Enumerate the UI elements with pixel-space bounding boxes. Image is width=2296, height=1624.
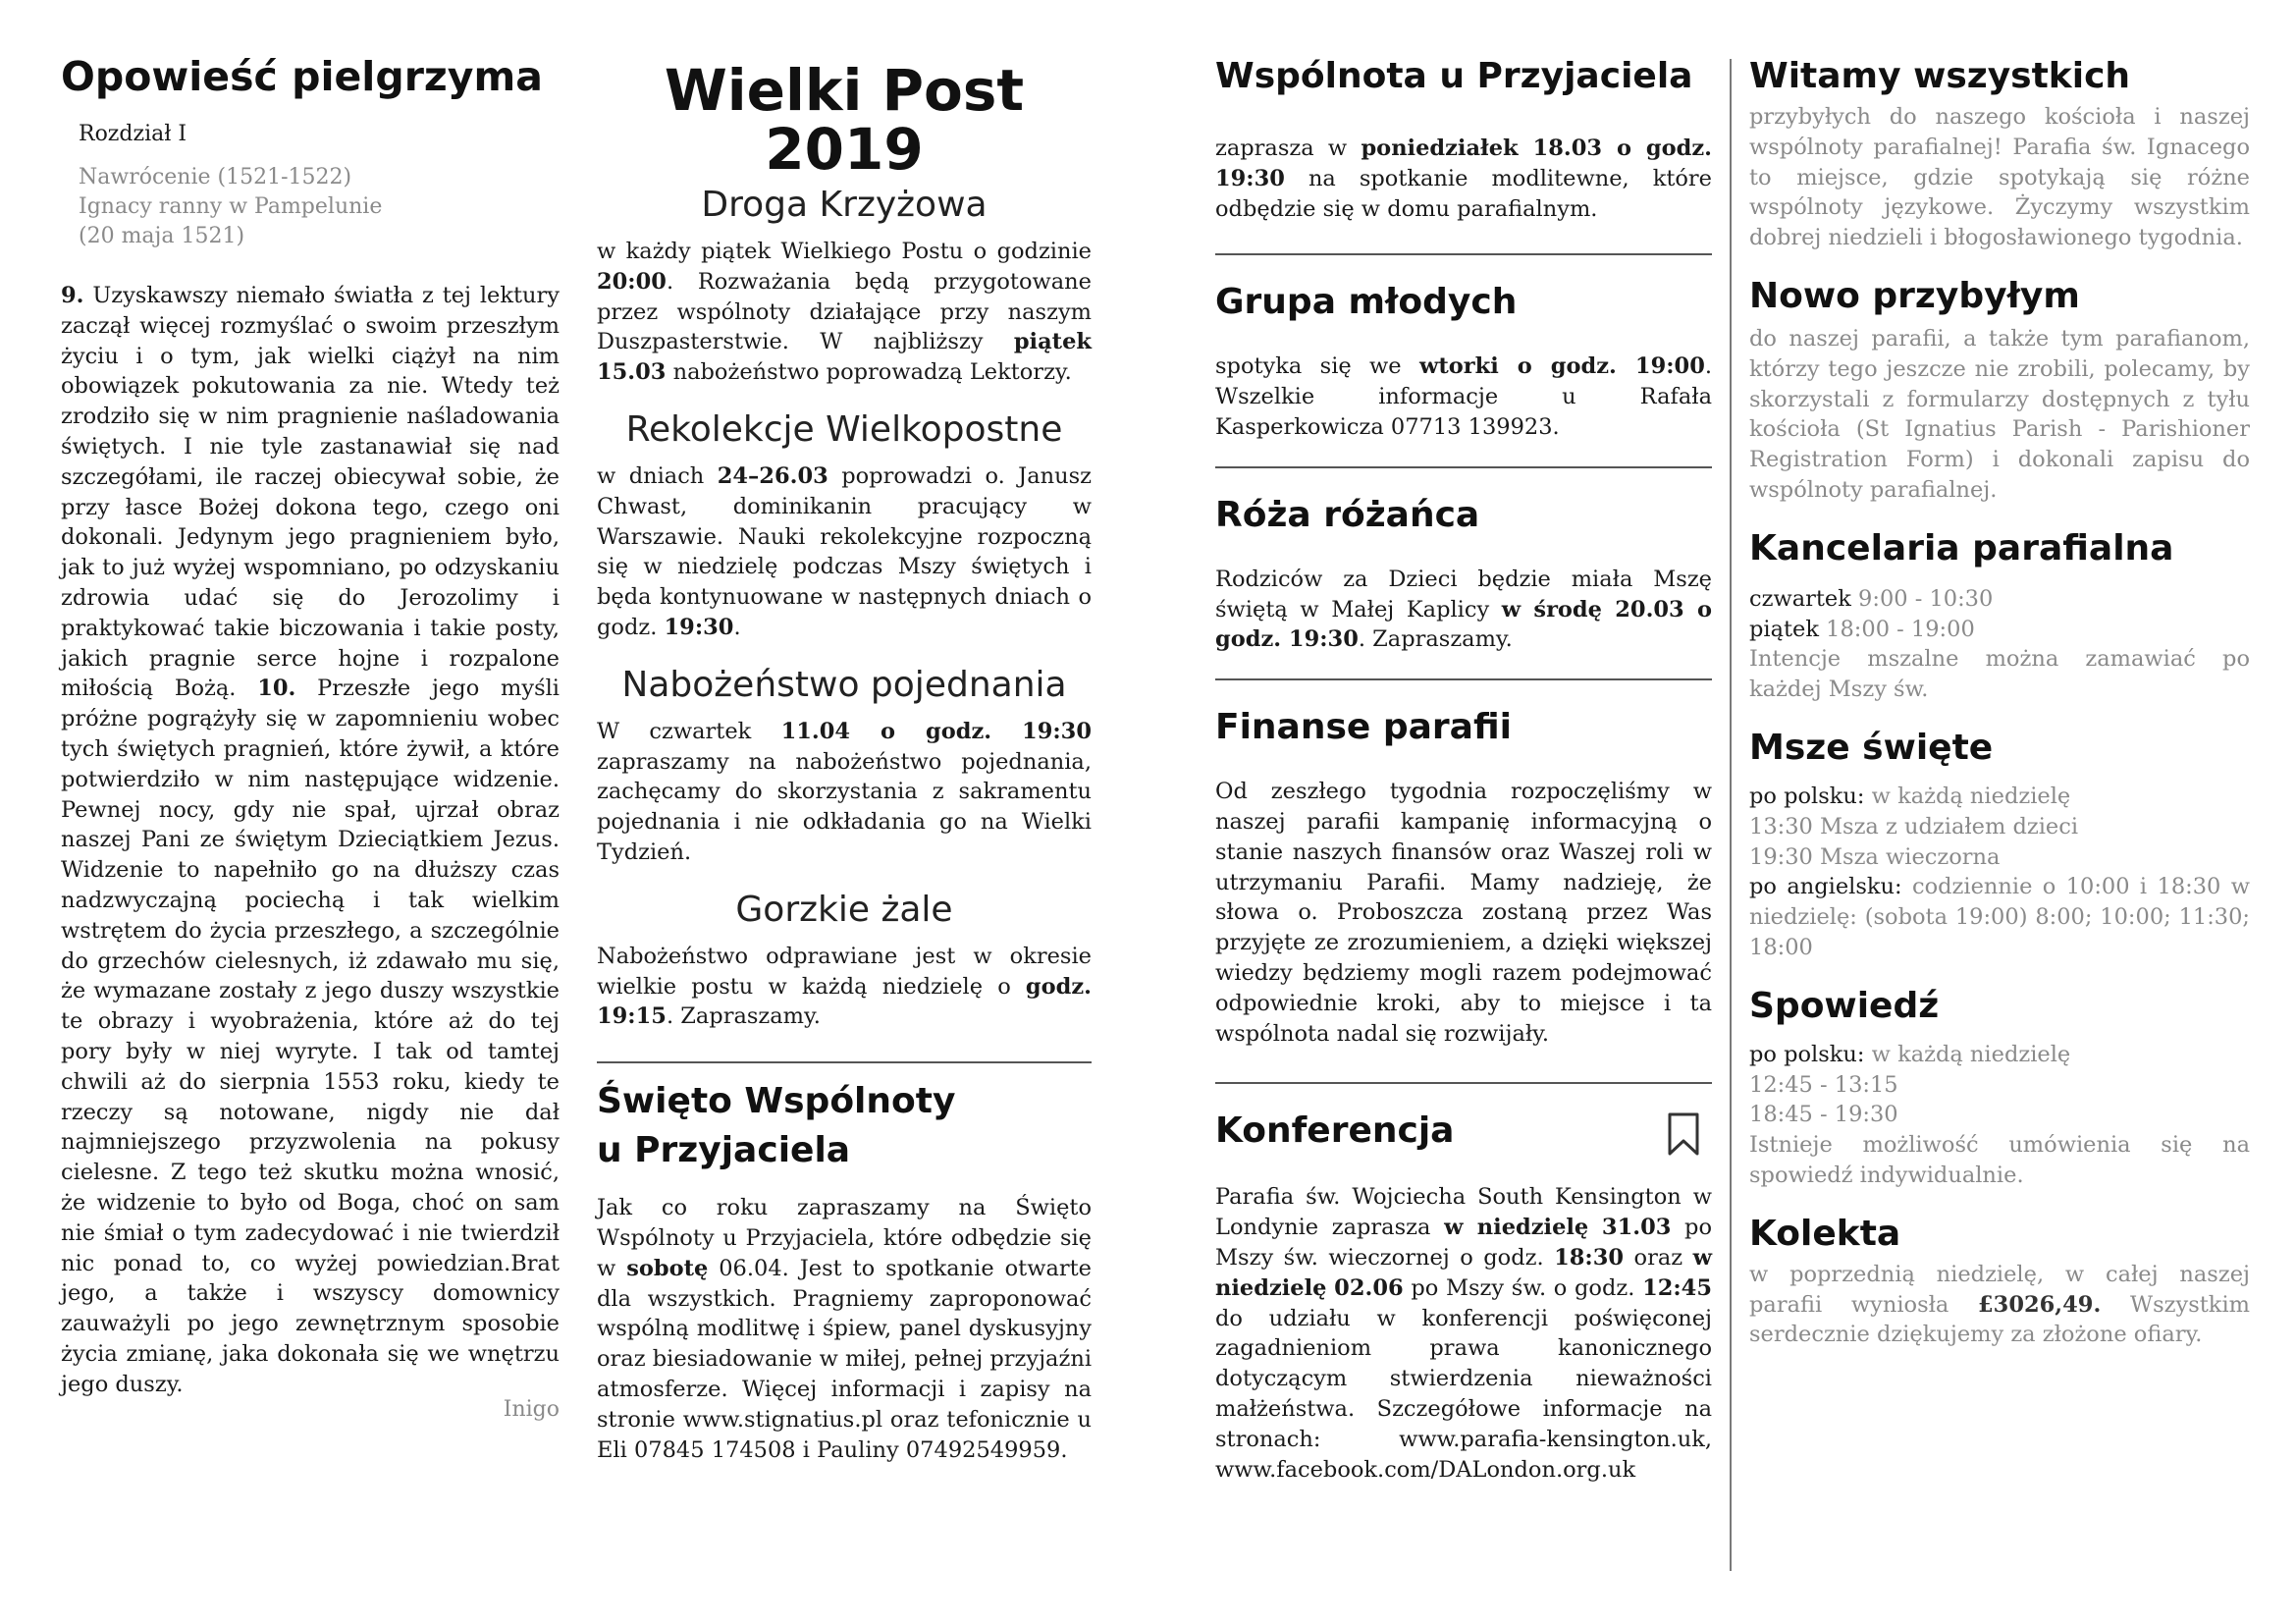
way-of-cross-text — [597, 237, 1092, 388]
paragraph-number: 10. — [257, 676, 296, 702]
office-row — [1749, 584, 2250, 615]
confession-language: po polsku: — [1749, 1041, 1865, 1067]
office-heading: Kancelaria parafialna — [1749, 527, 2174, 568]
column-parish-info — [1749, 39, 2250, 1350]
chapter-subtitle — [79, 163, 560, 251]
confession-times — [1749, 1040, 2250, 1191]
text-run-bold: w środę 20.03 o godz. 19:30 — [1215, 596, 1712, 653]
section-divider — [1215, 253, 1712, 255]
text-run: . — [733, 614, 741, 640]
text-run-bold: 11.04 o godz. 19:30 — [780, 718, 1092, 744]
section-heading: Wspólnota u Przyjaciela — [1215, 56, 1693, 96]
office-row — [1749, 615, 2250, 645]
newcomers-text: do naszej parafii, a także tym parafianom, którzy tego jeszcze nie zrobili, polecamy, by skorzystali z formularzy dostępnych z tyłu kościoła (St Ignatius Parish - Parishioner Registration Form) i dokonali zapisu do wspólnoty parafialnej. — [1749, 325, 2250, 503]
mass-times — [1749, 782, 2250, 963]
text-run: oraz — [1624, 1244, 1693, 1271]
confession-heading: Spowiedź — [1749, 985, 1940, 1026]
office-day: piątek — [1749, 616, 1820, 642]
subtitle-line: (20 maja 1521) — [79, 224, 245, 248]
text-run: w poprzednią niedzielę, w całej naszej parafii wyniosła — [1749, 1261, 2250, 1318]
text-run: na spotkanie modlitewne, które odbędzie się w domu parafialnym. — [1215, 165, 1712, 222]
text-run: po Mszy św. wieczornej o godz. — [1215, 1215, 1712, 1271]
mass-line — [1749, 782, 2250, 812]
text-run-bold: 31.03 — [1601, 1215, 1672, 1241]
welcome-heading: Witamy wszystkich — [1749, 56, 2131, 96]
text-run: spotyka się we — [1215, 353, 1419, 380]
office-time: 9:00 - 10:30 — [1850, 585, 1994, 612]
confession-info: 18:45 - 19:30 — [1749, 1102, 1898, 1128]
text-run: . Wszelkie informacje u Rafała Kasperkowicza 07713 139923. — [1215, 353, 1713, 440]
signature: Inigo — [503, 1397, 560, 1423]
text-run-bold: w niedzielę — [1215, 1244, 1712, 1301]
feast-heading — [597, 1077, 1092, 1175]
text-run: w każdy piątek Wielkiego Postu o godzinie — [597, 239, 1092, 264]
finances-text — [1215, 777, 1712, 1049]
section-divider — [1215, 678, 1712, 680]
feast-heading-line: u Przyjaciela — [597, 1130, 851, 1171]
section-heading: Róża różańca — [1215, 494, 1480, 535]
section-heading: Finanse parafii — [1215, 707, 1512, 748]
confession-info: 12:45 - 13:15 — [1749, 1071, 1898, 1098]
mass-info: codziennie o 10:00 i 18:30 w niedzielę: (sobota 19:00) 8:00; 10:00; 11:30; 18:00 — [1749, 874, 2250, 960]
pilgrim-story-title: Opowieść pielgrzyma — [61, 53, 543, 100]
welcome-text: przybyłych do naszego kościoła i naszej wspólnoty parafialnej! Parafia św. Ignacego to miejsce, gdzie spotykają się różne wspólnoty językowe. Życzymy wszystkim dobrej niedzieli i błogosławionego tygodnia. — [1749, 104, 2250, 251]
paragraph-text: Przeszłe jego myśli próżne pogrążyły się w zapomnieniu wobec tych świętych pragnień, które żywił, a które potwierdziło w nim następujące widzenie. Pewnej nocy, gdy nie spał, ujrzał obraz naszej Pani ze świętym Dzieciątkiem Jezus. Widzenie to napełniło go na dłuższy czas nadzwyczajną pociechą i tak wielkim wstrętem do życia przeszłego, a szczególnie do grzechów cielesnych, iż zdawało mu się, że wymazane zostały z jego duszy wszystkie te obrazy i wyobrażenia, które aż do tej pory były w niej wyryte. I tak od tamtej chwili aż do sierpnia 1553 roku, kiedy te rzeczy są notowane, nigdy nie dał najmniejszego przyzwolenia na pokusy cielesne. Z tego też skutku można wnosić, że widzenie to było od Boga, choć on sam nie śmiał o tym zadecydować i nie twierdził nic ponad to, co wyżej powiedzian.Brat jego, a także i wszyscy domownicy zauważyli po jego zewnętrznym sposobie życia zmianę, jaka dokonała się we wnętrzu jego duszy. — [61, 676, 561, 1397]
text-run: Jak co roku zapraszamy na Święto Wspólnoty u Przyjaciela, które odbędzie się w — [597, 1195, 1092, 1281]
office-day: czwartek — [1749, 585, 1851, 612]
community-text — [1215, 134, 1712, 224]
mass-info: 19:30 Msza wieczorna — [1749, 843, 2001, 870]
text-run: w dniach — [597, 462, 718, 489]
text-run-bold: 18:30 — [1554, 1244, 1625, 1271]
text-run-bold: 02.06 — [1334, 1274, 1404, 1301]
bookmark-icon[interactable] — [1667, 1111, 1700, 1162]
office-hours — [1749, 584, 2250, 705]
paragraph-text: Uzyskawszy niemało światła z tej lektury zaczął więcej rozmyślać o swoim przeszłym życiu i o tym, jak wielki ciążył na nim obowiązek pokutowania za nie. Wtedy też zrodziło się w nim pragnienie naśladowania świętych. I nie tyle zastanawiał się nad szczegółami, ile raczej obiecywał sobie, że przy łasce Bożej dokona tego, czego oni dokonali. Jedynym jego pragnieniem było, jak to już wyżej wspomniano, po odzyskaniu zdrowia udać się do Jerozolimy i praktykować takie biczowania i takie posty, jakich pragnie serce hojne i rozpalone miłością Bożą. — [61, 283, 560, 702]
confession-info: Istnieje możliwość umówienia się na spowiedź indywidualnie. — [1749, 1132, 2250, 1188]
mass-info: w każdą niedzielę — [1864, 783, 2071, 809]
confession-info: w każdą niedzielę — [1864, 1041, 2071, 1067]
youth-group-text — [1215, 352, 1712, 442]
text-run-bold: wtorki o godz. 19:00 — [1418, 353, 1705, 380]
text-run: Od zeszłego tygodnia rozpoczęliśmy w naszej parafii kampanię informacyjną o stanie naszych finansów oraz Waszej roli w utrzymaniu Parafii. Mamy nadzieję, że słowa o. Proboszcza zostaną przez Was przyjęte ze zrozumieniem, a dzięki większej wiedzy będziemy mogli razem podejmować odpowiednie kroki, aby to miejsce i ta wspólnota nadal się rozwijały. — [1215, 779, 1712, 1047]
text-run: zaprasza w — [1215, 135, 1362, 161]
column-announcements — [1215, 39, 1712, 1485]
text-run-bold: 12:45 — [1642, 1274, 1712, 1301]
subtitle-line: Ignacy ranny w Pampelunie — [79, 194, 383, 219]
text-run-bold: 20:00 — [597, 268, 667, 295]
mass-language: po angielsku: — [1749, 874, 1902, 900]
text-run-bold: piątek 15.03 — [597, 329, 1092, 386]
collection-text — [1749, 1260, 2250, 1350]
text-run-bold: sobotę — [626, 1255, 709, 1281]
text-run: . Rozważania będą przygotowane przez wspólnoty działające przy naszym Duszpasterstwie. W najbliższy — [597, 268, 1092, 355]
column-divider — [1730, 59, 1732, 1571]
paragraph-number: 9. — [61, 283, 84, 308]
text-run: poprowadzi o. Janusz Chwast, dominikanin pracujący w Warszawie. Nauki rekolekcyjne rozpoczną się w niedzielę podczas Mszy świętych i będa kontynuowane w następnych dniach o godz. — [597, 462, 1093, 640]
section-divider — [1215, 466, 1712, 468]
rosary-text — [1215, 565, 1712, 655]
text-run: 06.04. Jest to spotkanie otwarte dla wszystkich. Pragniemy zaproponować wspólną modlitwę i śpiew, panel dyskusyjny oraz biesiadowanie w miłej, pełnej przyjaźni atmosferze. Więcej informacji i zapisy na stronie www.stignatius.pl oraz tefonicznie u Eli 07845 174508 i Pauliny 07492549959. — [597, 1255, 1093, 1463]
text-run: W czwartek — [597, 718, 781, 744]
feast-heading-line: Święto Wspólnoty — [597, 1081, 956, 1122]
mass-language: po polsku: — [1749, 783, 1865, 809]
retreat-text — [597, 461, 1092, 643]
section-divider — [1215, 1082, 1712, 1084]
chapter-label: Rozdział I — [79, 122, 187, 146]
reconciliation-text — [597, 717, 1092, 868]
text-run: . Zapraszamy. — [1358, 626, 1513, 653]
text-run: nabożeństwo poprowadzą Lektorzy. — [666, 359, 1072, 386]
bitter-lament-text — [597, 942, 1092, 1032]
collection-heading: Kolekta — [1749, 1213, 1901, 1254]
text-run: zapraszamy na nabożeństwo pojednania, zachęcamy do skorzystania z sakramentu pojednania i nie odkładania go na Wielki Tydzień. — [597, 748, 1092, 865]
collection-amount: £3026,49. — [1978, 1291, 2102, 1318]
text-run: . Zapraszamy. — [666, 1003, 821, 1030]
pilgrim-story-text — [61, 281, 560, 1399]
conference-text — [1215, 1182, 1712, 1485]
text-run: Rodziców za Dzieci będzie miała Mszę świętą w Małej Kaplicy — [1215, 566, 1712, 623]
mass-line — [1749, 872, 2250, 962]
text-run-bold: w niedzielę — [1444, 1215, 1589, 1241]
text-run-bold: 19:30 — [664, 614, 734, 640]
lent-title: Wielki Post 2019 — [664, 57, 1025, 183]
newcomers-heading: Nowo przybyłym — [1749, 275, 2080, 316]
text-run: po Mszy św. o godz. — [1403, 1274, 1643, 1301]
subtitle-line: Nawrócenie (1521-1522) — [79, 165, 352, 189]
text-run-bold: godz. 19:15 — [597, 973, 1092, 1030]
confession-line — [1749, 1040, 2250, 1070]
section-heading: Droga Krzyżowa — [701, 185, 988, 225]
text-run — [1588, 1215, 1602, 1240]
section-heading: Konferencja — [1215, 1110, 1455, 1152]
section-heading: Nabożeństwo pojednania — [621, 664, 1067, 705]
section-heading: Grupa młodych — [1215, 282, 1518, 323]
mass-info: 13:30 Msza z udziałem dzieci — [1749, 813, 2079, 839]
section-divider — [597, 1061, 1092, 1063]
text-run: do udziału w konferencji poświęconej zagadnieniom prawa kanonicznego dotyczącym stwierdzenia nieważności małżeństwa. Szczegółowe informacje na stronach: www.parafia-kensington.uk, www.facebook.com/DALondon.org.uk — [1215, 1305, 1712, 1483]
text-run-bold: poniedziałek 18.03 o godz. 19:30 — [1215, 135, 1712, 191]
text-run: Parafia św. Wojciecha South Kensington w Londynie zaprasza — [1215, 1184, 1712, 1241]
column-pilgrim-story — [61, 39, 560, 1423]
section-heading: Rekolekcje Wielkopostne — [625, 408, 1063, 450]
feast-text — [597, 1193, 1092, 1465]
conference-heading-row — [1215, 1110, 1712, 1153]
text-run-bold: 24–26.03 — [717, 462, 828, 489]
column-lent — [597, 39, 1092, 1465]
office-note: Intencje mszalne można zamawiać po każdej Mszy św. — [1749, 646, 2250, 703]
masses-heading: Msze święte — [1749, 727, 1994, 768]
text-run: Nabożeństwo odprawiane jest w okresie wielkie postu w każdą niedzielę o — [597, 943, 1092, 1000]
text-run: Wszystkim serdecznie dziękujemy za złożone ofiary. — [1749, 1291, 2250, 1348]
section-heading: Gorzkie żale — [735, 889, 953, 930]
office-time: 18:00 - 19:00 — [1819, 616, 1975, 642]
